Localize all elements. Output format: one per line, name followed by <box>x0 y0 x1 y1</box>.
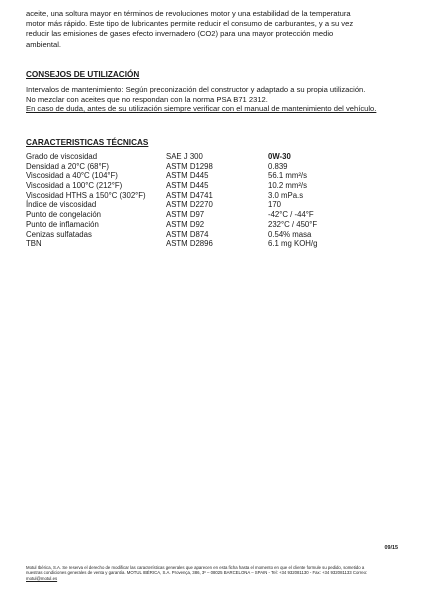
spec-method: ASTM D874 <box>166 229 209 239</box>
spec-method: ASTM D97 <box>166 210 205 220</box>
spec-row <box>26 230 386 240</box>
spec-name: Índice de viscosidad <box>26 200 97 210</box>
page-number: 09/15 <box>384 545 398 551</box>
footer-email-link[interactable]: motul@motul.es <box>26 575 58 581</box>
advice-section <box>26 85 406 114</box>
spec-value: 56.1 mm²/s <box>268 171 307 181</box>
spec-row <box>26 220 386 230</box>
footer-line: Motul Ibérica, S.A. Se reserva el derecho de modificar las características generales que aparecen en esta ficha hasta el momento en que el cliente formule su pedido, sometido a <box>26 565 365 570</box>
specs-table <box>26 152 386 249</box>
spec-method: ASTM D92 <box>166 219 205 229</box>
spec-value: 170 <box>268 200 282 210</box>
spec-name: Punto de inflamación <box>26 219 99 229</box>
spec-method: ASTM D445 <box>166 181 209 191</box>
advice-maintenance-line: Intervalos de mantenimiento: Según preconización del constructor y adaptado a su propia utilización. <box>26 85 366 94</box>
spec-value: 0.839 <box>268 161 288 171</box>
intro-line: motor más rápido. Este tipo de lubricantes permite reducir el consumo de carburantes, y a su vez <box>26 19 354 29</box>
intro-paragraph <box>26 9 400 50</box>
spec-method: ASTM D1298 <box>166 161 213 171</box>
spec-name: Viscosidad HTHS a 150°C (302°F) <box>26 190 146 200</box>
spec-name: Grado de viscosidad <box>26 152 98 161</box>
spec-name: Viscosidad a 40°C (104°F) <box>26 171 118 181</box>
intro-line: ambiental. <box>26 39 62 49</box>
spec-value: 10.2 mm²/s <box>268 181 307 191</box>
footer-line: nuestras condiciones generales de venta y garantía. MOTUL IBÉRICA, S.A. Provença, 386, 3º – 08025 BARCELONA – SPAIN - Tel: +34 932081130 - Fax: +34 932081133 Correo: <box>26 570 368 576</box>
spec-method: ASTM D4741 <box>166 190 213 200</box>
spec-row <box>26 239 386 249</box>
spec-method: ASTM D445 <box>166 171 209 181</box>
spec-value: 0W-30 <box>268 152 291 161</box>
spec-name: TBN <box>26 239 42 249</box>
spec-method: ASTM D2896 <box>166 239 213 249</box>
spec-value: -42°C / -44°F <box>268 210 314 220</box>
spec-row <box>26 200 386 210</box>
spec-row <box>26 152 386 162</box>
spec-row <box>26 171 386 181</box>
intro-line: aceite, una soltura mayor en términos de revoluciones motor y una estabilidad de la temperatura <box>26 9 351 18</box>
spec-value: 232°C / 450°F <box>268 219 318 229</box>
spec-row <box>26 210 386 220</box>
spec-name: Viscosidad a 100°C (212°F) <box>26 181 123 191</box>
spec-method: SAE J 300 <box>166 152 203 161</box>
intro-line: reducir las emisiones de gases efecto invernadero (CO2) para una mayor protección medio <box>26 29 334 39</box>
specs-heading: CARACTERISTICAS TÉCNICAS <box>26 138 149 147</box>
spec-name: Punto de congelación <box>26 210 101 220</box>
spec-method: ASTM D2270 <box>166 200 213 210</box>
spec-name: Cenizas sulfatadas <box>26 229 92 239</box>
spec-name: Densidad a 20°C (68°F) <box>26 161 109 171</box>
advice-manual-line: En caso de duda, antes de su utilización siempre verificar con el manual de mantenimiento del vehículo. <box>26 104 377 114</box>
advice-heading: CONSEJOS DE UTILIZACIÓN <box>26 70 140 79</box>
spec-value: 6.1 mg KOH/g <box>268 239 318 249</box>
spec-row <box>26 181 386 191</box>
spec-value: 3.0 mPa.s <box>268 190 304 200</box>
spec-row <box>26 162 386 172</box>
spec-value: 0.54% masa <box>268 229 312 239</box>
advice-mixing-line: No mezclar con aceites que no respondan con la norma PSA B71 2312. <box>26 94 268 104</box>
footer-legal-text <box>26 565 402 581</box>
spec-row <box>26 191 386 201</box>
